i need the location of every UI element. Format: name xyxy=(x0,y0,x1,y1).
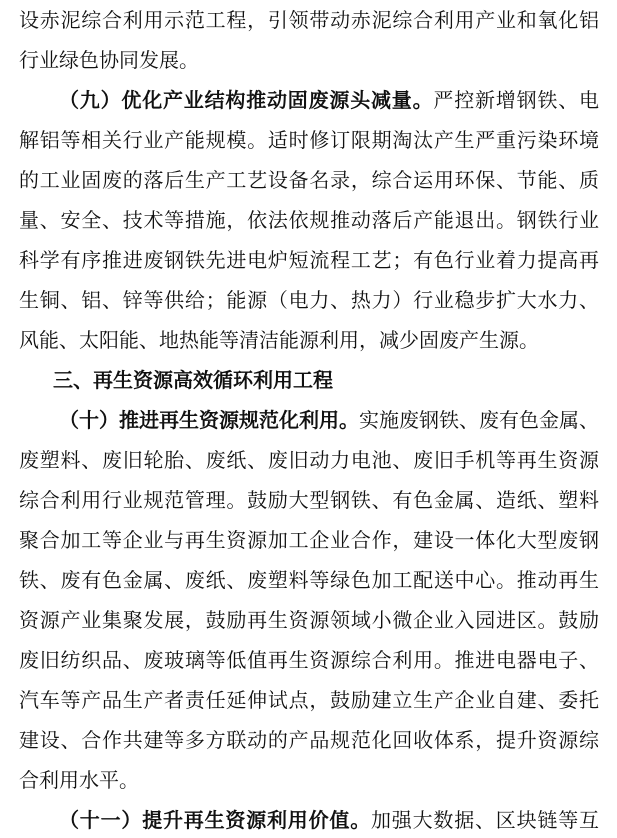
body-line: 资源产业集聚发展，鼓励再生资源领域小微企业入园进区。鼓励 xyxy=(19,608,599,632)
body-line: 生铜、铝、锌等供给；能源（电力、热力）行业稳步扩大水力、 xyxy=(19,288,599,312)
body-line: 风能、太阳能、地热能等清洁能源利用，减少固废产生源。 xyxy=(19,328,539,352)
paragraph-lead-title: （十一）提升再生资源利用价值。 xyxy=(59,808,371,832)
body-line: 解铝等相关行业产能规模。适时修订限期淘汰产生严重污染环境 xyxy=(19,128,599,152)
body-line: 汽车等产品生产者责任延伸试点，鼓励建立生产企业自建、委托 xyxy=(19,688,599,712)
section-heading: 三、再生资源高效循环利用工程 xyxy=(53,368,333,392)
body-line: 科学有序推进废钢铁先进电炉短流程工艺；有色行业着力提高再 xyxy=(19,248,599,272)
paragraph-10-first-line: （十）推进再生资源规范化利用。实施废钢铁、废有色金属、 xyxy=(59,408,599,432)
body-line: 设赤泥综合利用示范工程，引领带动赤泥综合利用产业和氧化铝 xyxy=(19,8,599,32)
body-line: 铁、废有色金属、废纸、废塑料等绿色加工配送中心。推动再生 xyxy=(19,568,599,592)
paragraph-lead-title: （十）推进再生资源规范化利用。 xyxy=(59,408,359,432)
body-line: 废塑料、废旧轮胎、废纸、废旧动力电池、废旧手机等再生资源 xyxy=(19,448,599,472)
paragraph-lead-title: （九）优化产业结构推动固废源头减量。 xyxy=(59,88,434,112)
body-line: 行业绿色协同发展。 xyxy=(19,48,199,72)
body-line: 综合利用行业规范管理。鼓励大型钢铁、有色金属、造纸、塑料 xyxy=(19,488,599,512)
paragraph-9-first-line: （九）优化产业结构推动固废源头减量。严控新增钢铁、电 xyxy=(59,88,600,112)
body-line: 合利用水平。 xyxy=(19,768,139,792)
body-line: 建设、合作共建等多方联动的产品规范化回收体系，提升资源综 xyxy=(19,728,599,752)
body-line: 聚合加工等企业与再生资源加工企业合作，建设一体化大型废钢 xyxy=(19,528,599,552)
body-line: 量、安全、技术等措施，依法依规推动落后产能退出。钢铁行业 xyxy=(19,208,599,232)
body-line: 废旧纺织品、废玻璃等低值再生资源综合利用。推进电器电子、 xyxy=(19,648,599,672)
paragraph-11-first-line: （十一）提升再生资源利用价值。加强大数据、区块链等互 xyxy=(59,808,600,832)
body-line: 的工业固废的落后生产工艺设备名录，综合运用环保、节能、质 xyxy=(19,168,599,192)
